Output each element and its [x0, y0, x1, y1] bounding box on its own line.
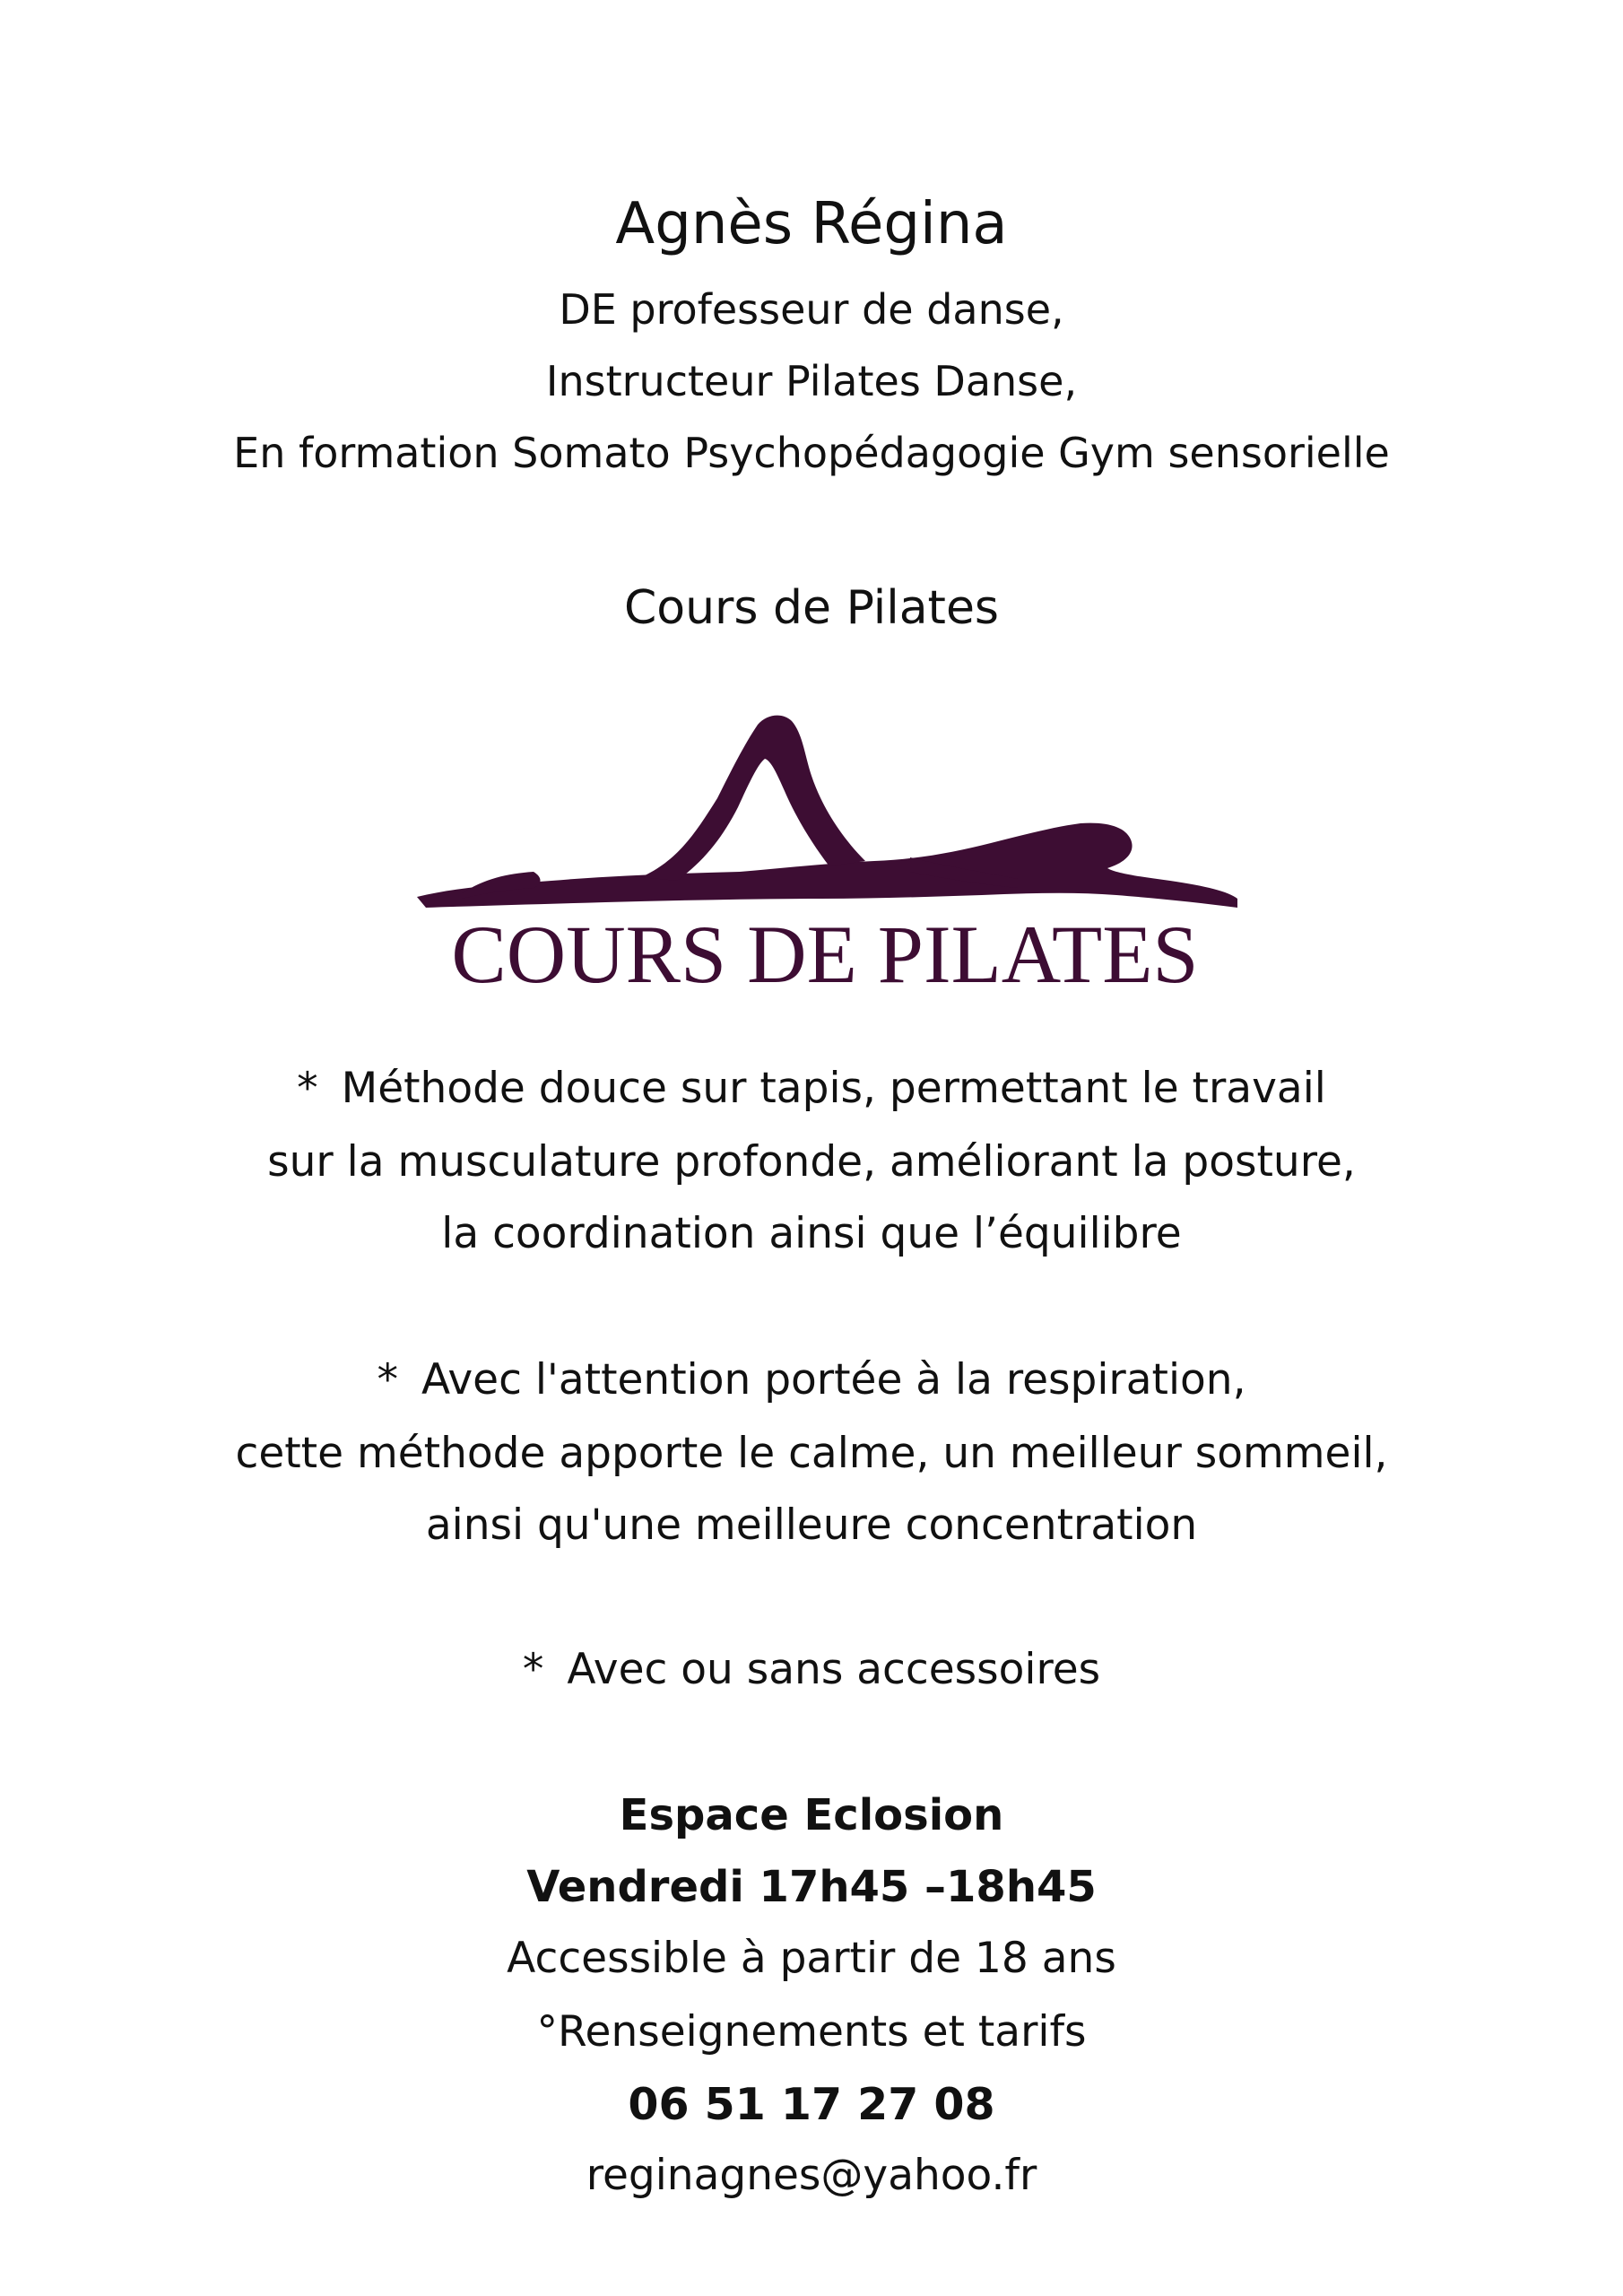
benefit-2-line-2: cette méthode apporte le calme, un meilleur sommeil,: [235, 1429, 1388, 1478]
contact-label: °Renseignements et tarifs: [536, 2007, 1087, 2057]
benefit-1-line-3: la coordination ainsi que l’équilibre: [441, 1209, 1182, 1258]
qualification-line-3: En formation Somato Psychopédagogie Gym sensorielle: [233, 429, 1390, 477]
bullet-star: *: [522, 1645, 544, 1694]
course-title: Cours de Pilates: [623, 581, 1000, 635]
bullet-star: *: [297, 1064, 318, 1113]
benefit-1-line-2: sur la musculature profonde, améliorant la posture,: [267, 1137, 1356, 1187]
qualification-line-2: Instructeur Pilates Danse,: [545, 357, 1078, 405]
logo-text: COURS DE PILATES: [451, 909, 1199, 996]
benefit-2-line-3: ainsi qu'une meilleure concentration: [425, 1500, 1198, 1550]
pilates-logo: [408, 709, 1242, 996]
bullet-star: *: [377, 1355, 398, 1405]
phone-number: 06 51 17 27 08: [628, 2079, 995, 2130]
reclining-woman-silhouette-icon: [417, 716, 1237, 908]
benefit-2-line-1: * Avec l'attention portée à la respiration,: [377, 1355, 1246, 1405]
benefit-1-line-1: * Méthode douce sur tapis, permettant le travail: [297, 1064, 1326, 1113]
venue-name: Espace Eclosion: [619, 1790, 1004, 1840]
age-requirement: Accessible à partir de 18 ans: [507, 1934, 1116, 1983]
schedule: Vendredi 17h45 –18h45: [526, 1862, 1097, 1912]
email-address: reginagnes@yahoo.fr: [586, 2151, 1037, 2200]
instructor-name: Agnès Régina: [615, 191, 1008, 257]
qualification-line-1: DE professeur de danse,: [559, 285, 1064, 334]
benefit-3-line-1: * Avec ou sans accessoires: [522, 1645, 1101, 1694]
